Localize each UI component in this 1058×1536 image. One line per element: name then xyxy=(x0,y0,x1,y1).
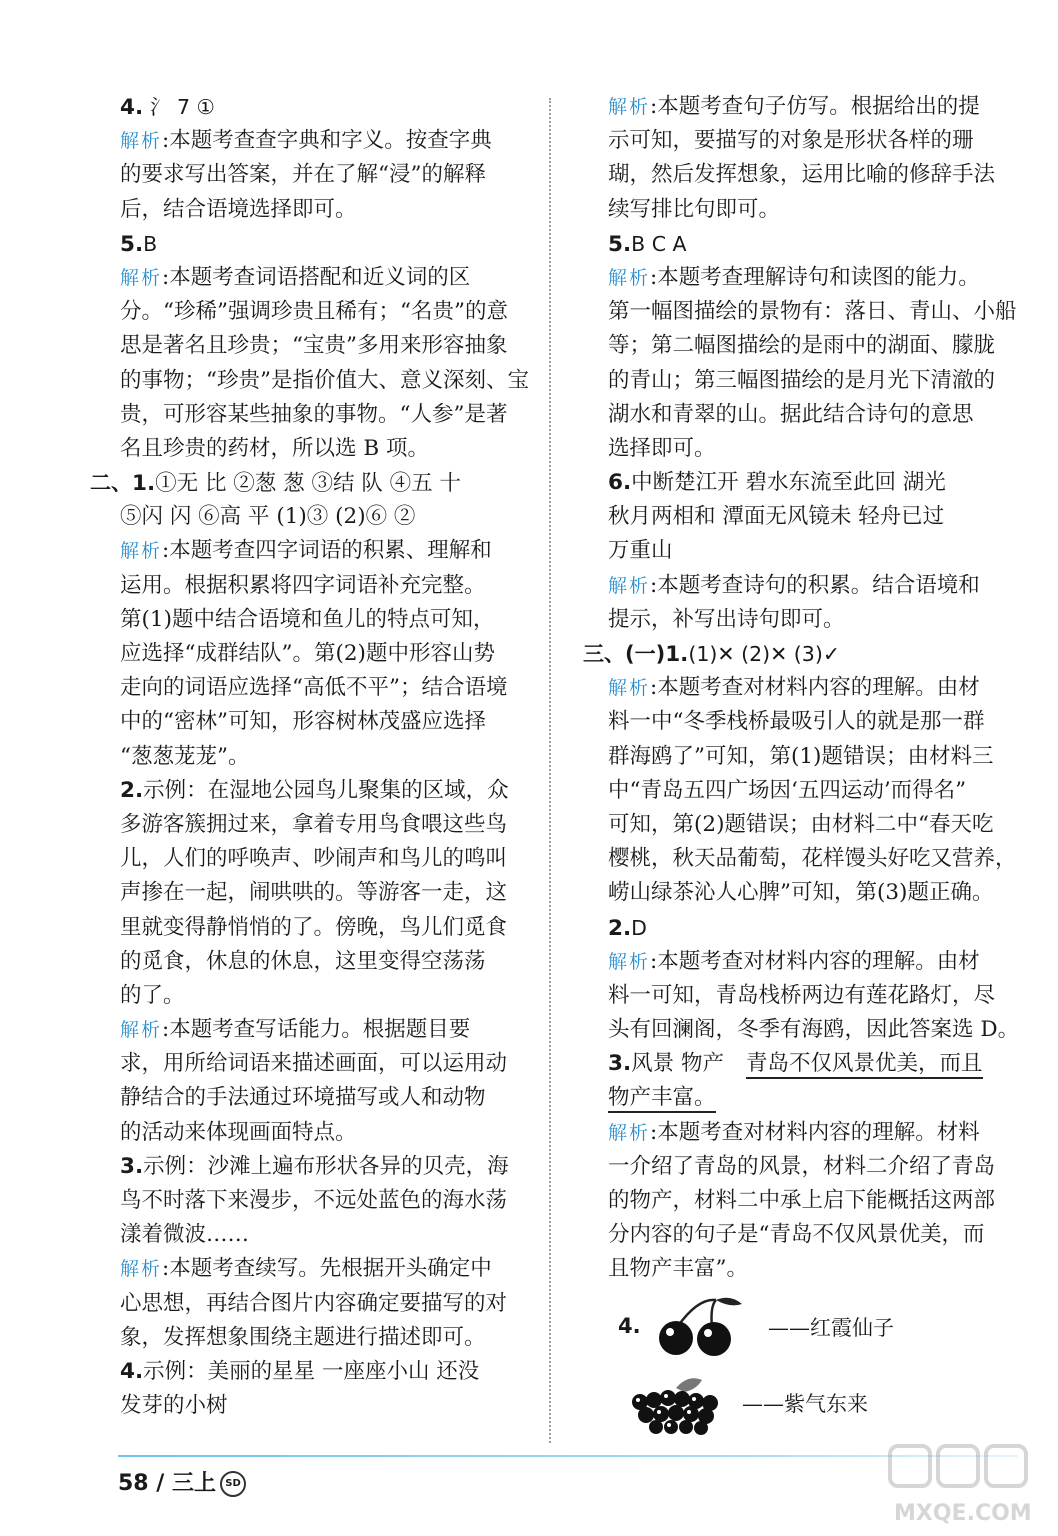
analysis-tag: 解析 xyxy=(608,574,651,597)
section-heading: 二、 xyxy=(90,471,132,496)
left-column: 4. 氵 7 ① 解析:本题考查查字典和字义。按查字典 的要求写出答案，并在了解“浸”的解释 后，结合语境选择即可。 5.B 解析:本题考查词语搭配和近义词的区 分。“珍稀”强调珍贵且稀有；“名贵”的意 思是著名且珍贵；“宝贵”多用来形容抽象 的事物；“珍贵”是指价值大、意义深刻、宝 贵，可形容某些抽象的事物。“人参”是著 名且珍贵的药材，所以选 B 项。 二、1.①无 比 ②葱 葱 ③结 队 ④五 十 ⑤闪 闪 ⑥高 平 (1)③ (2)⑥ ② 解析:本题考查四字词语的积累、理解和 运用。根据积累将四字词语补充完整。 第(1)题中结合语境和鱼儿的特点可知， 应选择“成群结队”。第(2)题中形容山势 走向的词语应选择“高低不平”；结合语境 中的“密林”可知，形容树林茂盛应选择 “葱葱茏茏”。 2.示例：在湿地公园鸟儿聚集的区域，众 多游客簇拥过来，拿着专用鸟食喂这些鸟 儿，人们的呼唤声、吵闹声和鸟儿的鸣叫 声掺在一起，闹哄哄的。等游客一走，这 里就变得静悄悄的了。傍晚，鸟儿们觅食 的觅食，休息的休息，这里变得空荡荡 的了。 解析:本题考查写话能力。根据题目要 求，用所给词语来描述画面，可以运用动 静结合的手法通过环境描写或人和动物 的活动来体现画面特点。 3.示例：沙滩上遍布形状各异的贝壳，海 鸟不时落下来漫步，不远处蓝色的海水荡 漾着微波…… 解析:本题考查续写。先根据开头确定中 心思想，再结合图片内容确定要描写的对 象，发挥想象围绕主题进行描述即可。 4.示例：美丽的星星 一座座小山 还没 发芽的小树 xyxy=(90,95,529,1419)
analysis-tag: 解析 xyxy=(120,540,163,563)
underlined-answer: 物产丰富。 xyxy=(608,1085,716,1113)
right-column: 解析:本题考查句子仿写。根据给出的提 示可知，要描写的对象是形状各样的珊 瑚，然后发挥想象，运用比喻的修辞手法 续写排比句即可。 5.B C A 解析:本题考查理解诗句和读图的能力。 第一幅图描绘的景物有：落日、青山、小船 等；第二幅图描绘的是雨中的湖面、朦胧 的青山；第三幅图描绘的是月光下清澈的 湖水和青翠的山。据此结合诗句的意思 选择即可。 6.中断楚江开 碧水东流至此回 湖光 秋月两相和 潭面无风镜未 轻舟已过 万重山 解析:本题考查诗句的积累。结合语境和 提示，补写出诗句即可。 三、(一)1.(1)✕ (2)✕ (3)✓ 解析:本题考查对材料内容的理解。由材 料一中“冬季栈桥最吸引人的就是那一群 群海鸥了”可知，第(1)题错误；由材料三 中“青岛五四广场因‘五四运动’而得名” 可知，第(2)题错误；由材料二中“春天吃 樱桃，秋天品葡萄，花样馒头好吃又营养， 崂山绿茶沁人心脾”可知，第(3)题正确。 2.D 解析:本题考查对材料内容的理解。由材 料一可知，青岛栈桥两边有莲花路灯，尽 头有回澜阁，冬季有海鸥，因此答案选 D。 3.风景 物产 青岛不仅风景优美，而且 物产丰富。 解析:本题考查对材料内容的理解。材料 一介绍了青岛的风景，材料二介绍了青岛 的物产，材料二中承上启下能概括这两部 分内容的句子是“青岛不仅风景优美，而 且物产丰富”。 xyxy=(583,94,1020,1282)
analysis-tag: 解析 xyxy=(608,677,651,700)
analysis-tag: 解析 xyxy=(120,1019,163,1042)
analysis-tag: 解析 xyxy=(608,950,651,973)
analysis-tag: 解析 xyxy=(120,266,163,289)
analysis-tag: 解析 xyxy=(608,1121,651,1144)
analysis-tag: 解析 xyxy=(120,1258,163,1281)
column-divider xyxy=(549,98,551,1443)
cherry-icon xyxy=(638,1296,763,1358)
grape-row: ——紫气东来 xyxy=(618,1372,1018,1432)
grape-icon xyxy=(626,1372,736,1436)
analysis-tag: 解析 xyxy=(120,130,163,153)
watermark-logo xyxy=(880,1440,1040,1530)
page-number: 58 xyxy=(118,1471,149,1496)
grade-label: 三上 xyxy=(172,1471,217,1496)
section-heading: 三、(一) xyxy=(583,642,666,666)
cherry-row: 4. ——红霞仙子 xyxy=(618,1296,1018,1356)
analysis-tag: 解析 xyxy=(608,96,651,118)
underlined-answer: 青岛不仅风景优美，而且 xyxy=(746,1051,983,1079)
analysis-tag: 解析 xyxy=(608,266,651,289)
page-footer: 58 / 三上 SD xyxy=(118,1466,246,1497)
sd-badge-icon: SD xyxy=(220,1471,246,1497)
svg-text:MXQE.COM: MXQE.COM xyxy=(894,1501,1032,1526)
answer: 氵 7 ① xyxy=(149,95,215,119)
